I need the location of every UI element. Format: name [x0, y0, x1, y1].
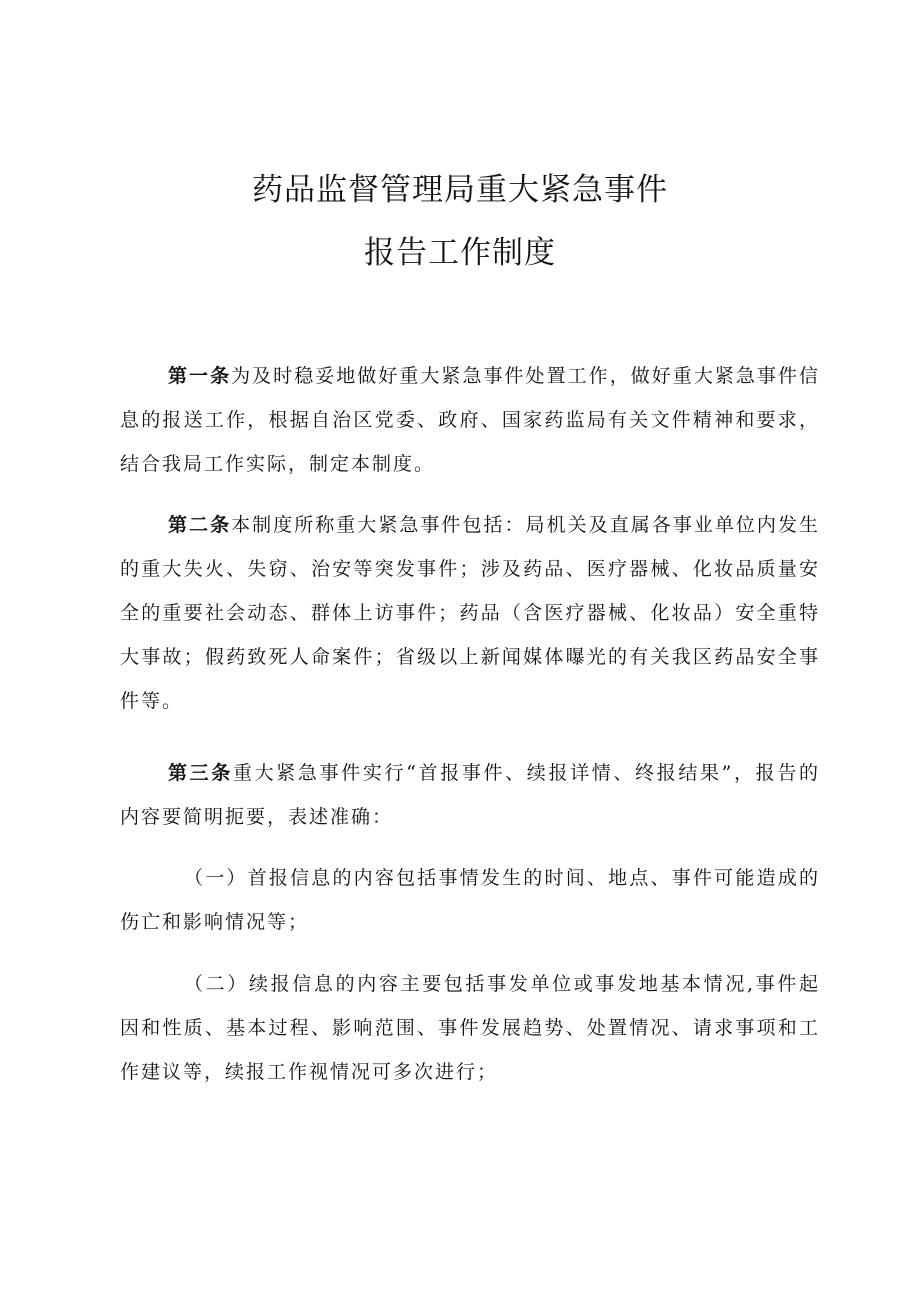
- document-title-line-2: 报告工作制度: [364, 235, 556, 271]
- clause-1-text: （一）首报信息的内容包括事情发生的时间、地点、事件可能造成的伤亡和影响情况等；: [120, 867, 820, 933]
- clause-1-paragraph: [120, 856, 820, 944]
- article-3-heading: 第三条: [168, 762, 233, 784]
- clause-2-paragraph: [120, 962, 820, 1094]
- article-2-heading: 第二条: [168, 514, 232, 536]
- article-1-heading: 第一条: [168, 365, 232, 387]
- article-2-text: 本制度所称重大紧急事件包括：局机关及直属各事业单位内发生的重大失火、失窃、治安等突发事件；涉及药品、医疗器械、化妆品质量安全的重要社会动态、群体上访事件；药品（含医疗器械、化妆品）安全重特大事故；假药致死人命案件；省级以上新闻媒体曝光的有关我区药品安全事件等。: [120, 514, 820, 712]
- article-1-text: 为及时稳妥地做好重大紧急事件处置工作，做好重大紧急事件信息的报送工作，根据自治区党委、政府、国家药监局有关文件精神和要求，结合我局工作实际，制定本制度。: [120, 365, 820, 475]
- article-3-text: 重大紧急事件实行“首报事件、续报详情、终报结果”，报告的内容要简明扼要，表述准确：: [120, 762, 820, 828]
- article-2-paragraph: [120, 503, 820, 723]
- article-3-paragraph: [120, 751, 820, 839]
- article-1-paragraph: [120, 354, 820, 486]
- clause-2-text: （二）续报信息的内容主要包括事发单位或事发地基本情况,事件起因和性质、基本过程、影响范围、事件发展趋势、处置情况、请求事项和工作建议等，续报工作视情况可多次进行；: [120, 973, 820, 1083]
- document-title-line-1: 药品监督管理局重大紧急事件: [252, 172, 668, 208]
